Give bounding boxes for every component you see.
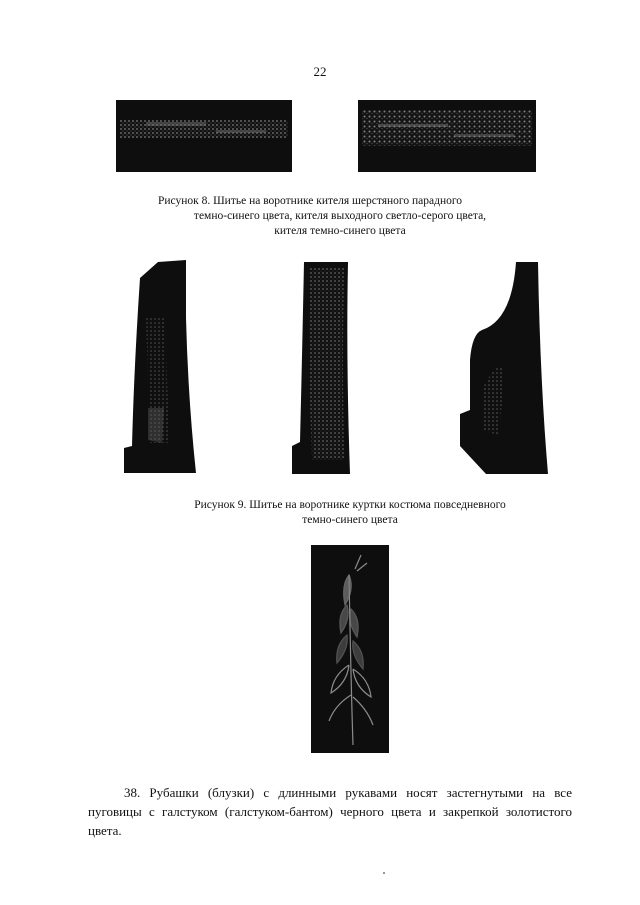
- paragraph-38: [88, 783, 572, 840]
- figure8-caption-line-2: темно-синего цвета, кителя выходного светло-серого цвета,: [193, 210, 487, 222]
- page-number: 22: [313, 64, 327, 79]
- figure9-caption: [0, 498, 640, 528]
- figure9-center-collar: [286, 260, 366, 478]
- figure9-left-collar: [118, 258, 208, 476]
- figure9-caption-line-1: Рисунок 9. Шитье на воротнике куртки костюма повседневного: [194, 499, 506, 511]
- figure9-right-collar: [452, 260, 552, 480]
- scan-speck: [383, 872, 385, 874]
- paragraph-38-text: 38. Рубашки (блузки) с длинными рукавами носят застегнутыми на все пуговицы с галстуком (галстуком-бантом) черного цвета и закрепкой золотистого цвета.: [88, 785, 572, 838]
- embroidered-emblem-patch: [311, 545, 389, 753]
- figure8-caption-line-3: кителя темно-синего цвета: [274, 225, 406, 237]
- figure9-caption-line-2: темно-синего цвета: [302, 514, 398, 526]
- figure8-right-collar-patch: [358, 100, 536, 172]
- figure8-caption-line-1: Рисунок 8. Шитье на воротнике кителя шерстяного парадного: [157, 195, 463, 207]
- figure8-caption: [0, 194, 640, 239]
- figure8-left-collar-patch: [116, 100, 292, 172]
